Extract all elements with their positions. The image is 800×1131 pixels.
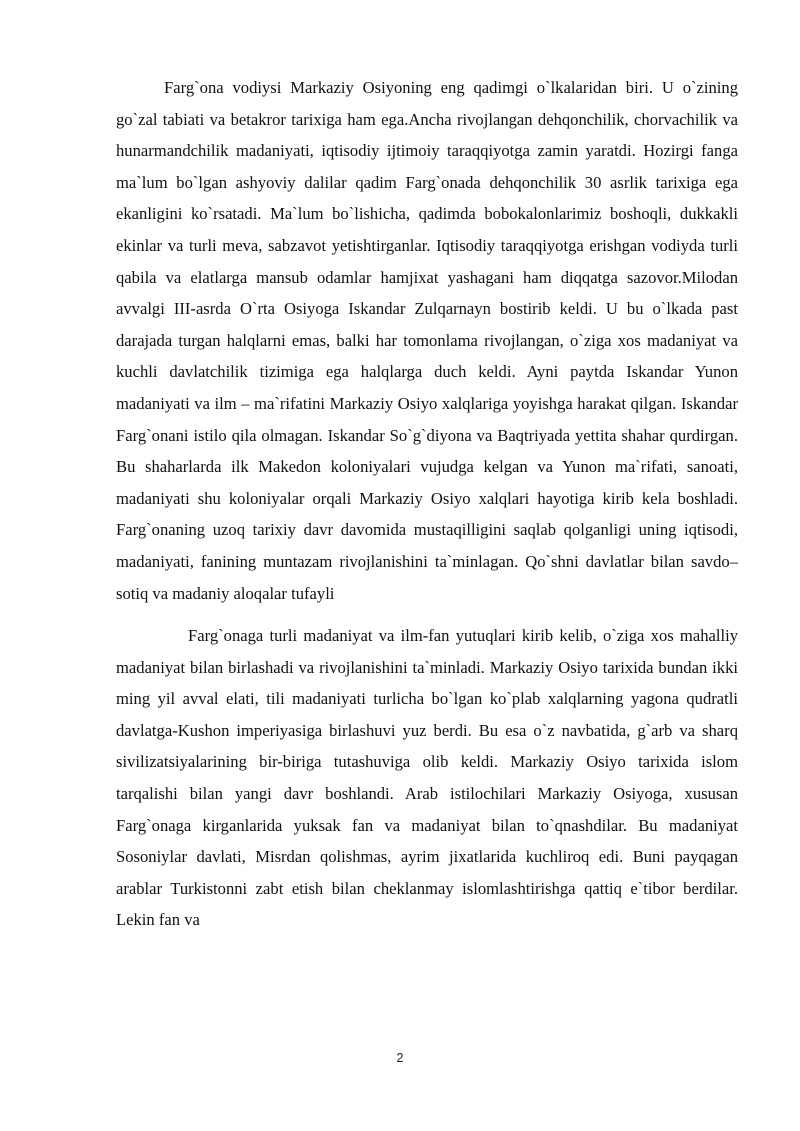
paragraph-1: Farg`ona vodiysi Markaziy Osiyoning eng qadimgi o`lkalaridan biri. U o`zining go`zal tabiati va betakror tarixiga ham ega.Ancha rivojlangan dehqonchilik, chorvachilik va hunarmandchilik madaniyati, iqtisodiy ijtimoiy taraqqiyotga zamin yaratdi. Hozirgi fanga ma`lum bo`lgan ashyoviy dalilar qadim Farg`onada dehqonchilik 30 asrlik tarixiga ega ekanligini ko`rsatadi. Ma`lum bo`lishicha, qadimda bobokalonlarimiz boshoqli, dukkakli ekinlar va turli meva, sabzavot yetishtirganlar. Iqtisodiy taraqqiyotga erishgan vodiyda turli qabila va elatlarga mansub odamlar hamjixat yashagani ham diqqatga sazovor.Milodan avvalgi III-asrda O`rta Osiyoga Iskandar Zulqarnayn bostirib keldi. U bu o`lkada past darajada turgan halqlarni emas, balki har tomonlama rivojlangan, o`ziga xos madaniyat va kuchli davlatchilik tizimiga ega halqlarga duch keldi. Ayni paytda Iskandar Yunon madaniyati va ilm – ma`rifatini Markaziy Osiyo xalqlariga yoyishga harakat qilgan. Iskandar Farg`onani istilo qila olmagan. Iskandar So`g`diyona va Baqtriyada yettita shahar qurdirgan. Bu shaharlarda ilk Makedon koloniyalari vujudga kelgan va Yunon ma`rifati, sanoati, madaniyati shu koloniyalar orqali Markaziy Osiyo xalqlari hayotiga kirib kela boshladi. Farg`onaning uzoq tarixiy davr davomida mustaqilligini saqlab qolganligi uning iqtisodi, madaniyati, fanining muntazam rivojlanishini ta`minlagan. Qo`shni davlatlar bilan savdo–sotiq va madaniy aloqalar tufayli xyxy=(116,78,738,603)
page-number: 2 xyxy=(396,1051,404,1065)
body-text xyxy=(116,72,738,936)
paragraph-2: Farg`onaga turli madaniyat va ilm-fan yutuqlari kirib kelib, o`ziga xos mahalliy madaniyat bilan birlashadi va rivojlanishini ta`minladi. Markaziy Osiyo tarixida bundan ikki ming yil avval elati, tili madaniyati turlicha bo`lgan ko`plab xalqlarning yagona qudratli davlatga-Kushon imperiyasiga birlashuvi yuz berdi. Bu esa o`z navbatida, g`arb va sharq sivilizatsiyalarining bir-biriga tutashuviga olib keldi. Markaziy Osiyo tarixida islom tarqalishi bilan yangi davr boshlandi. Arab istilochilari Markaziy Osiyoga, xususan Farg`onaga kirganlarida yuksak fan va madaniyat bilan to`qnashdilar. Bu madaniyat Sosoniylar davlati, Misrdan qolishmas, ayrim jixatlarida kuchliroq edi. Buni payqagan arablar Turkistonni zabt etish bilan cheklanmay islomlashtirishga qattiq e`tibor berdilar. Lekin fan va xyxy=(116,626,738,930)
